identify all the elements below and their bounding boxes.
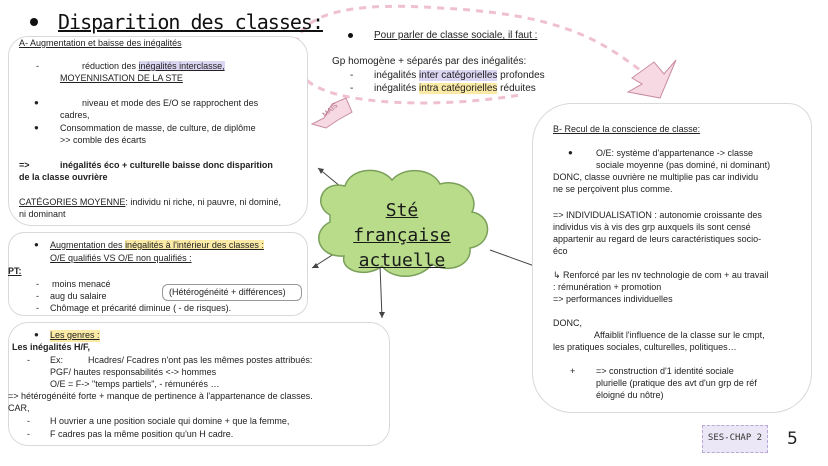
- section-a-c1: inégalités éco + culturelle baisse donc disparition: [60, 160, 273, 170]
- section-genres-heading: Les genres :: [50, 330, 100, 340]
- bullet: ●: [34, 330, 39, 339]
- heterogeneity-note: (Hétérogénéité + différences): [162, 284, 302, 301]
- bullet: ●: [34, 98, 39, 107]
- section-b-p5a: => construction d'1 identité sociale: [596, 366, 734, 376]
- dash: -: [36, 291, 39, 301]
- dash: -: [27, 416, 30, 426]
- section-a-heading: A- Augmentation et baisse des inégalités: [19, 38, 182, 48]
- section-a-arrow: =>: [19, 160, 30, 170]
- section-a-line1: réduction des inégalités interclasse,: [82, 61, 225, 71]
- bullet: ●: [568, 148, 573, 157]
- section-genres-ex2: PGF/ hautes responsabilités <-> hommes: [50, 367, 217, 377]
- section-a-b1a: niveau et mode des E/O se rapprochent des: [82, 98, 259, 108]
- cloud-line2: actuelle: [358, 250, 446, 272]
- section-b-p5c: éloigné du nôtre): [596, 390, 664, 400]
- top-note-dash2: -: [350, 83, 354, 94]
- section-genres-ex: Ex:: [50, 355, 64, 365]
- section-a-cat: CATÉGORIES MOYENNE: individu ni riche, ni pauvre, ni dominé,: [19, 197, 281, 207]
- section-inner-d3: Chômage et précarité diminue ( - de risques).: [50, 303, 232, 313]
- section-b-p3c: => performances individuelles: [553, 294, 673, 304]
- dash: -: [36, 279, 39, 289]
- section-b-p3b: : rémunération + promotion: [553, 282, 662, 292]
- section-b-heading: B- Recul de la conscience de classe:: [553, 124, 701, 134]
- dash: -: [27, 355, 30, 365]
- section-a-line2: MOYENNISATION DE LA STE: [60, 73, 183, 83]
- section-genres-c1: H ouvrier a une position sociale qui domine + que la femme,: [50, 416, 290, 426]
- top-note-heading: Pour parler de classe sociale, il faut :: [374, 30, 538, 41]
- section-b-p2b: individus vis à vis des grp auxquels ils sont censé: [553, 222, 751, 232]
- section-genres-concl: => hétérogénéité forte + manque de pertinence à l'appartenance de classes.: [8, 391, 313, 401]
- section-genres-sub: Les inégalités H/F,: [12, 342, 91, 352]
- section-a-dash1: -: [36, 61, 39, 71]
- section-b-p4a: Affaiblit l'influence de la classe sur le cmpt,: [594, 330, 765, 340]
- section-a-b2b: >> comble des écarts: [60, 135, 147, 145]
- section-b-p2d: éco: [553, 246, 568, 256]
- cloud-title: [332, 198, 472, 274]
- top-note-b1: inégalités inter catégorielles profondes: [374, 70, 545, 81]
- bullet: ●: [34, 240, 39, 249]
- dash: -: [27, 429, 30, 439]
- title-bullet: [30, 18, 38, 26]
- section-b-p1a: O/E: système d'appartenance -> classe: [596, 148, 754, 158]
- top-note-line1: Gp homogène + séparés par des inégalités:: [332, 56, 527, 67]
- chapter-tag: SES-CHAP 2: [702, 425, 768, 453]
- section-inner-d1: moins menacé: [52, 279, 111, 289]
- top-note-dash1: -: [350, 70, 354, 81]
- top-note-b2: inégalités intra catégorielles réduites: [374, 83, 536, 94]
- section-a-cat2: ni dominant: [19, 209, 66, 219]
- section-b-p5b: plurielle (pratique des avt d'un grp de réf: [596, 378, 757, 388]
- section-a-b2a: Consommation de masse, de culture, de diplôme: [60, 123, 256, 133]
- section-b-p1b: sociale moyenne (pas dominé, ni dominant): [596, 160, 771, 170]
- note-bullet: [348, 33, 353, 38]
- section-genres-c2: F cadres pas la même position qu'un H cadre.: [50, 429, 234, 439]
- bullet: ●: [34, 123, 39, 132]
- section-inner-heading: Augmentation des inégalités à l'intérieur des classes :: [50, 240, 264, 250]
- mais-label: MAIS: [321, 102, 340, 119]
- cloud-line1: Sté française: [353, 200, 451, 247]
- section-genres-ex1: Hcadres/ Fcadres n'ont pas les mêmes postes attribués:: [88, 355, 313, 365]
- section-b-p2a: => INDIVIDUALISATION : autonomie croissante des: [553, 210, 762, 220]
- section-inner-h2: O/E qualifiés VS O/E non qualifiés :: [50, 253, 192, 263]
- section-a-b1b: cadres,: [60, 110, 90, 120]
- section-b-p4b: les pratiques sociales, culturelles, politiques…: [553, 342, 737, 352]
- section-b-plus: +: [570, 366, 576, 376]
- section-a-c2: de la classe ouvrière: [19, 172, 108, 182]
- page-number: 5: [787, 429, 798, 449]
- page-title: Disparition des classes:: [58, 10, 323, 34]
- section-b-p2c: appartenir au regard de leurs caractéristiques socio-: [553, 234, 762, 244]
- section-genres-car: CAR,: [8, 403, 30, 413]
- section-genres-ex3: O/E = F-> "temps partiels", - rémunérés …: [50, 379, 220, 389]
- section-b-p3a: ↳ Renforcé par les nv technologie de com + au travail: [553, 270, 769, 280]
- section-inner-pt: PT:: [8, 266, 22, 276]
- dash: -: [36, 303, 39, 313]
- section-inner-d2: aug du salaire: [50, 291, 107, 301]
- section-b-p1c: DONC, classe ouvrière ne multiplie pas car individu: [553, 172, 759, 182]
- section-b-donc: DONC,: [553, 318, 582, 328]
- section-b-p1d: ne se perçoivent plus comme.: [553, 184, 673, 194]
